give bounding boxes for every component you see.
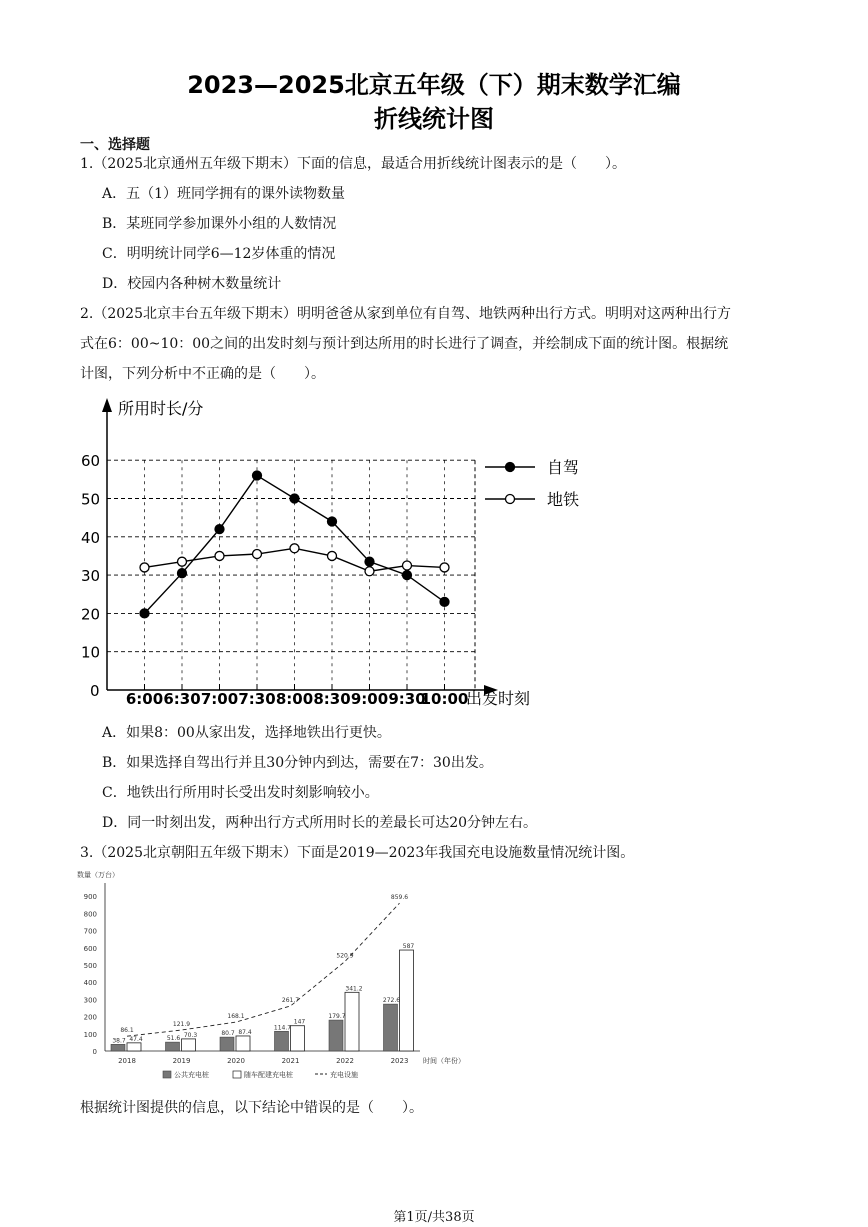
x-tick-label: 9:00 [350, 690, 389, 708]
y-tick-label: 800 [83, 910, 97, 919]
legend-label: 充电设施 [330, 1071, 358, 1079]
page-number: 第1页/共38页 [393, 1210, 475, 1225]
data-label-private: 147 [293, 1018, 306, 1026]
y-tick-label: 500 [83, 962, 97, 970]
data-point [290, 494, 299, 503]
x-tick-label: 2022 [336, 1057, 354, 1065]
data-point [328, 551, 337, 560]
data-label-total: 859.6 [390, 894, 409, 902]
bar-private [127, 1043, 141, 1051]
q2-option-c: C．地铁出行所用时长受出发时刻影响较小。 [102, 785, 379, 801]
document-title: 2023—2025北京五年级（下）期末数学汇编 [187, 71, 681, 99]
x-tick-label: 2023 [390, 1057, 409, 1065]
q1-option-b: B．某班同学参加课外小组的人数情况 [102, 216, 337, 232]
data-point [178, 569, 187, 578]
y-tick-label: 400 [83, 979, 97, 988]
data-point [215, 551, 224, 560]
y-axis-title: 所用时长/分 [118, 399, 204, 418]
x-tick-label: 8:00 [275, 690, 314, 708]
x-tick-label: 2020 [227, 1057, 245, 1065]
bar-private [400, 950, 414, 1051]
data-point [290, 544, 299, 553]
data-label-total: 121.9 [172, 1021, 191, 1029]
data-label-public: 179.7 [328, 1013, 346, 1021]
q2-option-a: A．如果8：00从家出发，选择地铁出行更快。 [102, 725, 391, 741]
x-tick-label: 10:00 [420, 690, 469, 708]
y-axis-arrow [102, 398, 112, 412]
bar-public [384, 1004, 398, 1051]
y-tick-label: 0 [92, 1048, 97, 1056]
data-label-public: 114.7 [273, 1024, 292, 1032]
data-label-total: 520.9 [336, 952, 354, 960]
data-point [440, 563, 449, 572]
q1-stem: 1.（2025北京通州五年级下期末）下面的信息，最适合用折线统计图表示的是（ ）。 [80, 156, 626, 172]
x-tick-label: 2021 [281, 1057, 300, 1065]
data-label-total: 168.1 [227, 1013, 245, 1021]
y-tick-label: 20 [81, 605, 101, 624]
q2-stem-line1: 2.（2025北京丰台五年级下期末）明明爸爸从家到单位有自驾、地铁两种出行方式。明明对这两种出行方 [80, 306, 731, 322]
data-point [253, 471, 262, 480]
data-point [253, 550, 262, 559]
data-label-private: 587 [402, 943, 415, 951]
legend-label: 随车配建充电桩 [244, 1071, 293, 1079]
q2-option-d: D．同一时刻出发，两种出行方式所用时长的差最长可达20分钟左右。 [102, 815, 538, 831]
data-point [440, 597, 449, 606]
x-tick-label: 6:00 [125, 690, 164, 708]
data-label-private: 70.3 [183, 1031, 198, 1039]
data-point [365, 557, 374, 566]
data-label-private: 47.4 [129, 1035, 143, 1043]
data-point [140, 563, 149, 572]
section-heading: 一、选择题 [80, 137, 150, 153]
q2-option-b: B．如果选择自驾出行并且30分钟内到达，需要在7：30出发。 [102, 755, 493, 771]
y-tick-label: 900 [83, 893, 97, 902]
y-tick-label: 10 [81, 643, 101, 662]
commute-time-line-chart [70, 390, 590, 720]
q3-followup: 根据统计图提供的信息，以下结论中错误的是（ ）。 [80, 1100, 423, 1116]
y-tick-label: 700 [83, 927, 97, 936]
bar-private [236, 1036, 250, 1051]
q3-stem: 3.（2025北京朝阳五年级下期末）下面是2019—2023年我国充电设施数量情况统计图。 [80, 845, 635, 861]
legend-label: 公共充电桩 [174, 1071, 209, 1079]
legend-marker [506, 463, 515, 472]
bar-private [291, 1026, 305, 1051]
x-axis-title: 时间（年份） [423, 1057, 465, 1065]
y-tick-label: 50 [81, 490, 101, 509]
x-tick-label: 7:00 [200, 690, 239, 708]
bar-private [182, 1039, 196, 1051]
x-tick-label: 6:30 [163, 690, 201, 708]
data-label-private: 87.4 [238, 1028, 252, 1036]
bar-public [329, 1020, 343, 1051]
data-label-private: 341.2 [345, 985, 363, 993]
data-point [403, 571, 412, 580]
x-tick-label: 2019 [172, 1057, 191, 1065]
data-point [403, 561, 412, 570]
x-tick-label: 7:30 [238, 690, 276, 708]
data-label-total: 86.1 [120, 1027, 134, 1035]
data-label-public: 51.6 [166, 1035, 181, 1043]
y-tick-label: 100 [83, 1030, 97, 1039]
q2-stem-line2: 式在6：00~10：00之间的出发时刻与预计到达所用的时长进行了调查，并绘制成下面的统计图。根据统 [80, 336, 729, 352]
data-label-public: 80.7 [221, 1030, 235, 1038]
y-tick-label: 0 [90, 682, 100, 700]
x-tick-label: 8:30 [313, 690, 351, 708]
y-axis-title: 数量（万台） [77, 871, 119, 879]
bar-public [111, 1044, 125, 1051]
charging-facility-chart [75, 865, 485, 1095]
bar-public [166, 1042, 180, 1051]
q1-option-d: D．校园内各种树木数量统计 [102, 276, 282, 292]
bar-public [275, 1031, 289, 1051]
legend-marker [506, 495, 515, 504]
y-tick-label: 30 [81, 567, 101, 586]
legend-label: 地铁 [547, 490, 580, 509]
data-point [328, 517, 337, 526]
data-label-total: 261.7 [281, 996, 300, 1004]
x-tick-label: 2018 [118, 1057, 136, 1065]
bar-public [220, 1037, 234, 1051]
y-tick-label: 200 [83, 1013, 97, 1022]
q1-option-c: C．明明统计同学6—12岁体重的情况 [102, 246, 336, 262]
data-label-public: 38.7 [112, 1037, 126, 1045]
legend-swatch-private [233, 1071, 241, 1078]
y-tick-label: 600 [83, 944, 97, 953]
q1-option-a: A．五（1）班同学拥有的课外读物数量 [102, 186, 346, 202]
data-point [178, 557, 187, 566]
q2-stem-line3: 计图，下列分析中不正确的是（ ）。 [80, 366, 325, 382]
x-axis-title: 出发时刻 [466, 689, 531, 708]
data-point [215, 525, 224, 534]
legend-label: 自驾 [547, 458, 580, 477]
bar-private [345, 992, 359, 1051]
y-tick-label: 300 [83, 996, 97, 1005]
data-label-public: 272.6 [382, 997, 401, 1005]
y-tick-label: 40 [81, 528, 101, 547]
legend-swatch-public [163, 1071, 171, 1078]
data-point [140, 609, 149, 618]
data-point [365, 567, 374, 576]
document-subtitle: 折线统计图 [374, 105, 494, 133]
y-tick-label: 60 [81, 452, 101, 471]
x-tick-label: 9:30 [388, 690, 426, 708]
